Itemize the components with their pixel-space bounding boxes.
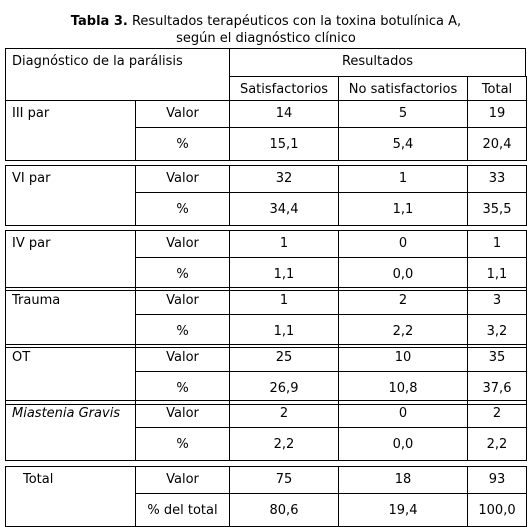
row-diagnosis-label: III par <box>5 100 136 161</box>
header-diagnosis: Diagnóstico de la parálisis <box>5 48 230 101</box>
table-cell: 1,1 <box>338 192 468 226</box>
table-cell: 18 <box>338 466 468 494</box>
caption-line-1 <box>0 13 532 30</box>
table-cell: 0 <box>338 400 468 428</box>
table-cell: 0,0 <box>338 257 468 291</box>
table-cell: 20,4 <box>467 127 527 161</box>
table-cell: 10,8 <box>338 371 468 405</box>
table-cell: 1,1 <box>229 257 339 291</box>
table-cell: 32 <box>229 165 339 193</box>
table-cell: 1,1 <box>229 314 339 348</box>
row-pct-label: % <box>135 257 230 291</box>
header-no-satisfactorios: No satisfactorios <box>338 76 468 101</box>
table-cell: 1 <box>467 230 527 258</box>
row-valor-label: Valor <box>135 466 230 494</box>
row-valor-label: Valor <box>135 165 230 193</box>
caption-label: Tabla 3. <box>70 14 128 29</box>
table-cell: 26,9 <box>229 371 339 405</box>
table-cell: 2,2 <box>229 427 339 461</box>
table-cell: 19,4 <box>338 493 468 527</box>
row-valor-label: Valor <box>135 287 230 315</box>
row-valor-label: Valor <box>135 100 230 128</box>
table-cell: 37,6 <box>467 371 527 405</box>
table-cell: 35 <box>467 344 527 372</box>
table-cell: 15,1 <box>229 127 339 161</box>
table-cell: 25 <box>229 344 339 372</box>
row-diagnosis-label: OT <box>5 344 136 405</box>
row-valor-label: Valor <box>135 344 230 372</box>
table-cell: 0 <box>338 230 468 258</box>
table-cell: 1 <box>229 287 339 315</box>
table-cell: 34,4 <box>229 192 339 226</box>
table-cell: 2 <box>467 400 527 428</box>
row-pct-label: % <box>135 314 230 348</box>
header-satisfactorios: Satisfactorios <box>229 76 339 101</box>
table-cell: 19 <box>467 100 527 128</box>
table-cell: 75 <box>229 466 339 494</box>
row-pct-label: % <box>135 127 230 161</box>
row-valor-label: Valor <box>135 230 230 258</box>
table-cell: 2 <box>338 287 468 315</box>
row-diagnosis-label: IV par <box>5 230 136 291</box>
row-diagnosis-label: Miastenia Gravis <box>5 400 136 461</box>
header-total: Total <box>467 76 527 101</box>
table-cell: 3,2 <box>467 314 527 348</box>
row-diagnosis-label: VI par <box>5 165 136 226</box>
table-cell: 1 <box>338 165 468 193</box>
table-cell: 0,0 <box>338 427 468 461</box>
table-cell: 80,6 <box>229 493 339 527</box>
row-pct-label: % <box>135 427 230 461</box>
row-pct-label: % <box>135 192 230 226</box>
table-cell: 100,0 <box>467 493 527 527</box>
row-diagnosis-label: Total <box>5 466 136 527</box>
caption-line-2: según el diagnóstico clínico <box>176 31 356 46</box>
table-cell: 2,2 <box>467 427 527 461</box>
table-cell: 5 <box>338 100 468 128</box>
table-cell: 14 <box>229 100 339 128</box>
table-cell: 35,5 <box>467 192 527 226</box>
table-cell: 3 <box>467 287 527 315</box>
table-cell: 1,1 <box>467 257 527 291</box>
table-cell: 10 <box>338 344 468 372</box>
table-cell: 2 <box>229 400 339 428</box>
table-cell: 93 <box>467 466 527 494</box>
row-valor-label: Valor <box>135 400 230 428</box>
row-diagnosis-label: Trauma <box>5 287 136 348</box>
caption-title: Resultados terapéuticos con la toxina botulínica A, <box>131 14 462 29</box>
table-cell: 5,4 <box>338 127 468 161</box>
table-cell: 33 <box>467 165 527 193</box>
table-cell: 2,2 <box>338 314 468 348</box>
row-pct-label: % del total <box>135 493 230 527</box>
row-pct-label: % <box>135 371 230 405</box>
table-cell: 1 <box>229 230 339 258</box>
header-resultados: Resultados <box>229 48 526 77</box>
table-caption <box>0 13 532 47</box>
